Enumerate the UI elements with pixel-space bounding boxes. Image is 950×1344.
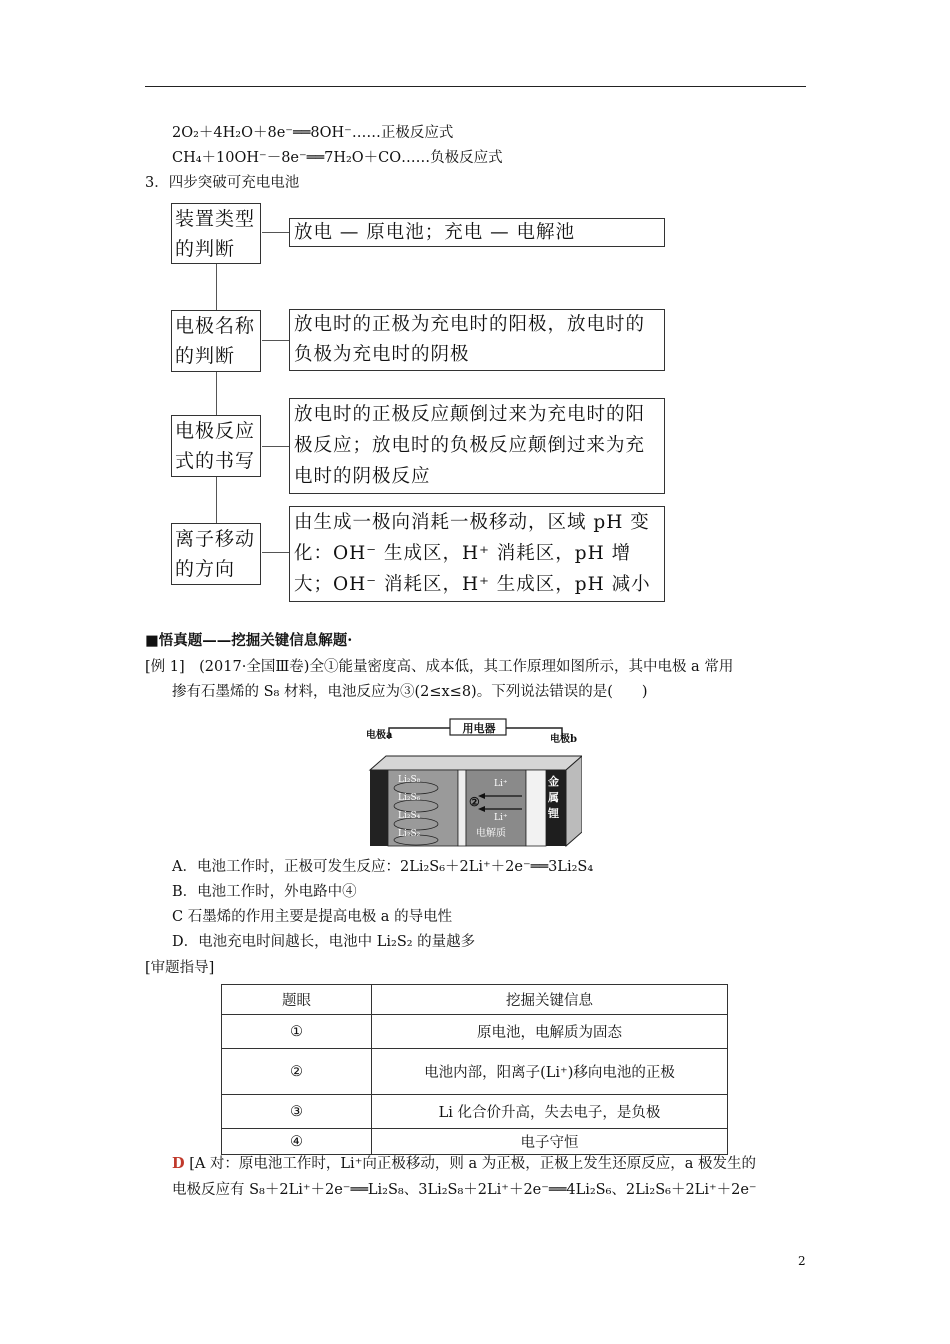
electrolyte-label: 电解质 — [476, 828, 506, 839]
flow-link — [262, 340, 289, 341]
answer-line-1 — [172, 1154, 756, 1174]
table-cell-key: ③ — [222, 1095, 372, 1129]
flow-label-reaction-writing: 电极反应式的书写 — [171, 415, 261, 477]
flow-desc-device-type: 放电 — 原电池；充电 — 电解池 — [289, 218, 665, 247]
negative-equation: CH₄＋10OH⁻－8e⁻══7H₂O＋CO……负极反应式 — [172, 150, 503, 166]
electrode-b-label: 电极b — [550, 734, 577, 745]
table-cell-info: 电子守恒 — [372, 1129, 728, 1155]
option-c: C 石墨烯的作用主要是提高电极 a 的导电性 — [172, 909, 453, 925]
table-row — [222, 1015, 728, 1049]
table-cell-info: 原电池，电解质为固态 — [372, 1015, 728, 1049]
table-header-info: 挖掘关键信息 — [372, 985, 728, 1015]
option-d: D．电池充电时间越长，电池中 Li₂S₂ 的量越多 — [172, 934, 476, 950]
option-b: B．电池工作时，外电路中④ — [172, 884, 357, 900]
header-rule — [145, 86, 806, 87]
metal-lithium-label: 金属锂 — [548, 775, 559, 820]
marker-two: ② — [469, 795, 480, 809]
species-li2s8: Li₂S₈ — [398, 775, 421, 785]
flow-connector — [216, 263, 217, 311]
flow-label-ion-migration: 离子移动的方向 — [171, 523, 261, 585]
flow-link — [262, 552, 289, 553]
table-header-key: 题眼 — [222, 985, 372, 1015]
li-ion-label-1: Li⁺ — [494, 779, 508, 789]
electrode-a-label: 电极a — [366, 730, 393, 741]
table-row — [222, 1095, 728, 1129]
page-number: 2 — [798, 1254, 806, 1268]
answer-explanation-1: [A 对：原电池工作时，Li⁺向正极移动，则 a 为正极，正极上发生还原反应，a 极发生的 — [189, 1156, 756, 1172]
section-title: 3．四步突破可充电电池 — [145, 175, 300, 191]
answer-letter: D — [172, 1155, 185, 1172]
flow-connector — [216, 476, 217, 524]
flow-desc-ion-migration: 由生成一极向消耗一极移动，区域 pH 变化：OH⁻ 生成区，H⁺ 消耗区，pH 增大；OH⁻ 消耗区，H⁺ 生成区，pH 减小 — [289, 506, 665, 602]
species-li2s2: Li₂S₂ — [398, 829, 421, 839]
flow-label-device-type: 装置类型的判断 — [171, 203, 261, 264]
flow-connector — [216, 371, 217, 415]
table-cell-key: ① — [222, 1015, 372, 1049]
battery-diagram — [366, 716, 582, 852]
guide-table — [221, 984, 728, 1155]
answer-line-2: 电极反应有 S₈＋2Li⁺＋2e⁻══Li₂S₈、3Li₂S₈＋2Li⁺＋2e⁻══4Li₂S₆、2Li₂S₆＋2Li⁺＋2e⁻ — [172, 1182, 757, 1198]
device-label: 用电器 — [462, 722, 496, 735]
example-line-1: [例 1] (2017·全国Ⅲ卷)全①能量密度高、成本低，其工作原理如图所示，其中电极 a 常用 — [145, 659, 734, 675]
table-cell-info: 电池内部，阳离子(Li⁺)移向电池的正极 — [372, 1049, 728, 1095]
flow-desc-reaction-writing: 放电时的正极反应颠倒过来为充电时的阳极反应；放电时的负极反应颠倒过来为充电时的阴极反应 — [289, 398, 665, 494]
positive-equation: 2O₂＋4H₂O＋8e⁻══8OH⁻……正极反应式 — [172, 125, 454, 141]
flow-link — [262, 446, 289, 447]
li-ion-label-2: Li⁺ — [494, 813, 508, 823]
example-line-2: 掺有石墨烯的 S₈ 材料，电池反应为③(2≤x≤8)。下列说法错误的是( ) — [172, 684, 648, 700]
section-heading-wuzhenti: ■悟真题——挖掘关键信息解题· — [145, 632, 353, 649]
option-a: A．电池工作时，正极可发生反应：2Li₂S₆＋2Li⁺＋2e⁻══3Li₂S₄ — [172, 859, 594, 875]
table-cell-key: ② — [222, 1049, 372, 1095]
table-cell-key: ④ — [222, 1129, 372, 1155]
species-li2s6: Li₂S₆ — [398, 793, 421, 803]
guide-title: [审题指导] — [145, 960, 215, 976]
flow-desc-electrode-name: 放电时的正极为充电时的阳极，放电时的负极为充电时的阴极 — [289, 309, 665, 371]
table-row — [222, 1049, 728, 1095]
table-row — [222, 1129, 728, 1155]
flow-link — [262, 232, 289, 233]
flow-label-electrode-name: 电极名称的判断 — [171, 310, 261, 372]
species-li2s4: Li₂S₄ — [398, 811, 421, 821]
table-cell-info: Li 化合价升高，失去电子，是负极 — [372, 1095, 728, 1129]
